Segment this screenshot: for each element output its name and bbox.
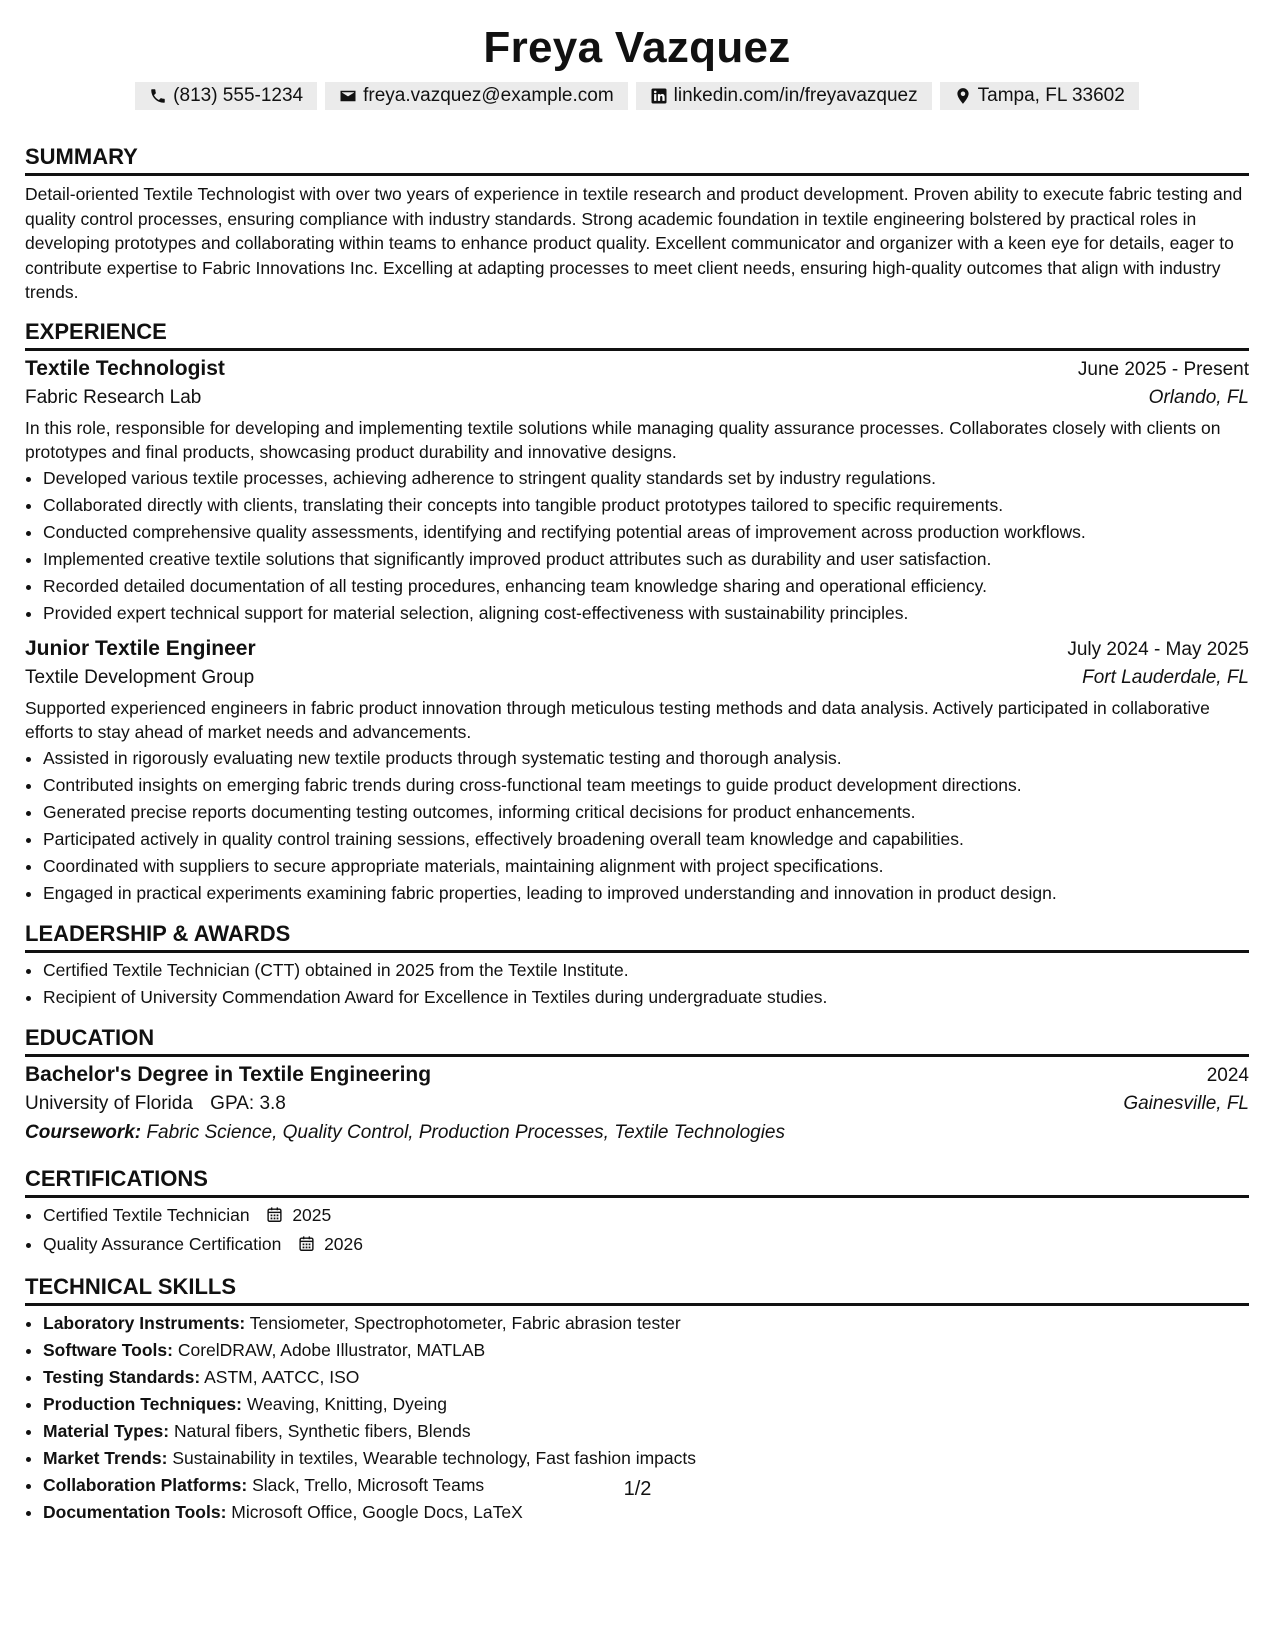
list-item (43, 1499, 1249, 1526)
skill-values: CorelDRAW, Adobe Illustrator, MATLAB (177, 1339, 486, 1360)
skill-category: Collaboration Platforms: (43, 1474, 248, 1495)
page-number: 1/2 (623, 1478, 652, 1500)
resume-page (25, 0, 1249, 1526)
map-pin-icon (954, 87, 972, 105)
job-location: Fort Lauderdale, FL (1082, 666, 1249, 688)
summary-text: Detail-oriented Textile Technologist with over two years of experience in textile research and product development. Proven ability to execute fabric testing and quality control processes, ensuring compliance with industry standards. Strong academic foundation in textile engineering bolstered by practical roles in developing prototypes and collaborating within teams to enhance product quality. Excellent communicator and organizer with a keen eye for details, eager to contribute expertise to Fabric Innovations Inc. Excelling at adapting processes to meet client needs, ensuring high-quality outcomes that align with industry trends. (25, 184, 1243, 302)
coursework-label: Coursework: (25, 1121, 142, 1143)
job-title: Textile Technologist (25, 356, 225, 380)
summary-section (25, 144, 1249, 305)
certification-year: 2025 (292, 1204, 332, 1225)
section-title: TECHNICAL SKILLS (25, 1274, 1249, 1306)
job-date: July 2024 - May 2025 (1067, 638, 1249, 660)
list-item: • Generated precise reports documenting testing outcomes, informing critical decisions for product enhancements. (43, 799, 1249, 826)
skill-values: Weaving, Knitting, Dyeing (246, 1393, 447, 1414)
job-bullets (25, 465, 1249, 627)
list-item: • Provided expert technical support for material selection, aligning cost-effectiveness with sustainability principles. (43, 600, 1249, 627)
coursework-list: Fabric Science, Quality Control, Production Processes, Textile Technologies (146, 1121, 785, 1143)
list-item: • Contributed insights on emerging fabric trends during cross-functional team meetings to guide product development directions. (43, 772, 1249, 799)
skill-values: ASTM, AATCC, ISO (204, 1366, 360, 1387)
graduation-year: 2024 (1206, 1064, 1249, 1086)
school-location: Gainesville, FL (1123, 1092, 1249, 1114)
job-entry (25, 635, 1249, 907)
calendar-icon (266, 1204, 283, 1231)
list-item (43, 1202, 1249, 1231)
skill-values: Microsoft Office, Google Docs, LaTeX (231, 1501, 523, 1522)
list-item: • Recorded detailed documentation of all testing procedures, enhancing team knowledge sharing and operational efficiency. (43, 573, 1249, 600)
phone-text: (813) 555-1234 (173, 85, 304, 106)
list-item: • Collaborated directly with clients, translating their concepts into tangible product prototypes tailored to specific requirements. (43, 492, 1249, 519)
education-section (25, 1025, 1249, 1148)
calendar-icon (298, 1233, 315, 1260)
list-item: • Implemented creative textile solutions that significantly improved product attributes such as durability and user satisfaction. (43, 546, 1249, 573)
list-item: • Conducted comprehensive quality assessments, identifying and rectifying potential areas of improvement across production workflows. (43, 519, 1249, 546)
job-org: Textile Development Group (25, 666, 255, 688)
contact-phone[interactable] (135, 82, 317, 110)
list-item: • Engaged in practical experiments examining fabric properties, leading to improved understanding and innovation in product design. (43, 880, 1249, 907)
list-item (43, 1310, 1249, 1337)
degree-title: Bachelor's Degree in Textile Engineering (25, 1062, 432, 1086)
list-item (43, 1391, 1249, 1418)
phone-icon (149, 87, 167, 105)
contact-location (940, 82, 1139, 110)
job-description: Supported experienced engineers in fabric product innovation through meticulous testing methods and data analysis. Actively participated in collaborative efforts to stay ahead of market needs and advancements. (25, 697, 1210, 742)
school-name: University of Florida (25, 1092, 193, 1114)
list-item (43, 1364, 1249, 1391)
section-title: SUMMARY (25, 144, 1249, 176)
section-title: CERTIFICATIONS (25, 1166, 1249, 1198)
linkedin-text: linkedin.com/in/freyavazquez (673, 85, 918, 106)
skill-values: Slack, Trello, Microsoft Teams (252, 1474, 485, 1495)
skill-category: Documentation Tools: (43, 1501, 227, 1522)
experience-section (25, 319, 1249, 907)
skill-values: Natural fibers, Synthetic fibers, Blends (173, 1420, 471, 1441)
certification-name: Certified Textile Technician (43, 1204, 250, 1225)
job-bullets (25, 745, 1249, 907)
job-title: Junior Textile Engineer (25, 636, 256, 660)
list-item: • Assisted in rigorously evaluating new textile products through systematic testing and thorough analysis. (43, 745, 1249, 772)
section-title: EDUCATION (25, 1025, 1249, 1057)
job-date: June 2025 - Present (1077, 358, 1249, 380)
skill-category: Market Trends: (43, 1447, 168, 1468)
section-title: EXPERIENCE (25, 319, 1249, 351)
coursework (25, 1118, 1249, 1148)
list-item (43, 1445, 1249, 1472)
leadership-section (25, 921, 1249, 1011)
list-item: • Recipient of University Commendation Award for Excellence in Textiles during undergraduate studies. (43, 984, 1249, 1011)
location-text: Tampa, FL 33602 (977, 85, 1125, 106)
skill-category: Laboratory Instruments: (43, 1312, 246, 1333)
certifications-section (25, 1166, 1249, 1260)
list-item (43, 1337, 1249, 1364)
skill-category: Material Types: (43, 1420, 170, 1441)
linkedin-icon (650, 87, 668, 105)
list-item: • Coordinated with suppliers to secure appropriate materials, maintaining alignment with project specifications. (43, 853, 1249, 880)
certifications-list (25, 1202, 1249, 1260)
job-location: Orlando, FL (1148, 386, 1249, 408)
candidate-name: Freya Vazquez (483, 23, 791, 72)
certification-year: 2026 (324, 1233, 363, 1254)
contact-bar (25, 82, 1249, 110)
skill-category: Testing Standards: (43, 1366, 201, 1387)
list-item: • Certified Textile Technician (CTT) obtained in 2025 from the Textile Institute. (43, 957, 1249, 984)
list-item (43, 1231, 1249, 1260)
leadership-list (25, 957, 1249, 1011)
list-item: • Participated actively in quality control training sessions, effectively broadening overall team knowledge and capabilities. (43, 826, 1249, 853)
gpa: GPA: 3.8 (210, 1092, 286, 1114)
list-item (43, 1418, 1249, 1445)
email-text: freya.vazquez@example.com (363, 85, 614, 106)
contact-email[interactable] (325, 82, 628, 110)
skill-values: Tensiometer, Spectrophotometer, Fabric abrasion tester (249, 1312, 681, 1333)
job-entry (25, 355, 1249, 627)
contact-linkedin[interactable] (636, 82, 932, 110)
job-description: In this role, responsible for developing and implementing textile solutions while managing quality assurance processes. Collaborates closely with clients on prototypes and final products, showcasing product durability and innovative designs. (25, 417, 1221, 462)
envelope-icon (339, 87, 357, 105)
section-title: LEADERSHIP & AWARDS (25, 921, 1249, 953)
skill-category: Software Tools: (43, 1339, 173, 1360)
certification-name: Quality Assurance Certification (43, 1233, 282, 1254)
list-item: • Developed various textile processes, achieving adherence to stringent quality standards set by industry regulations. (43, 465, 1249, 492)
skill-category: Production Techniques: (43, 1393, 242, 1414)
skill-values: Sustainability in textiles, Wearable technology, Fast fashion impacts (172, 1447, 697, 1468)
job-org: Fabric Research Lab (25, 386, 202, 408)
